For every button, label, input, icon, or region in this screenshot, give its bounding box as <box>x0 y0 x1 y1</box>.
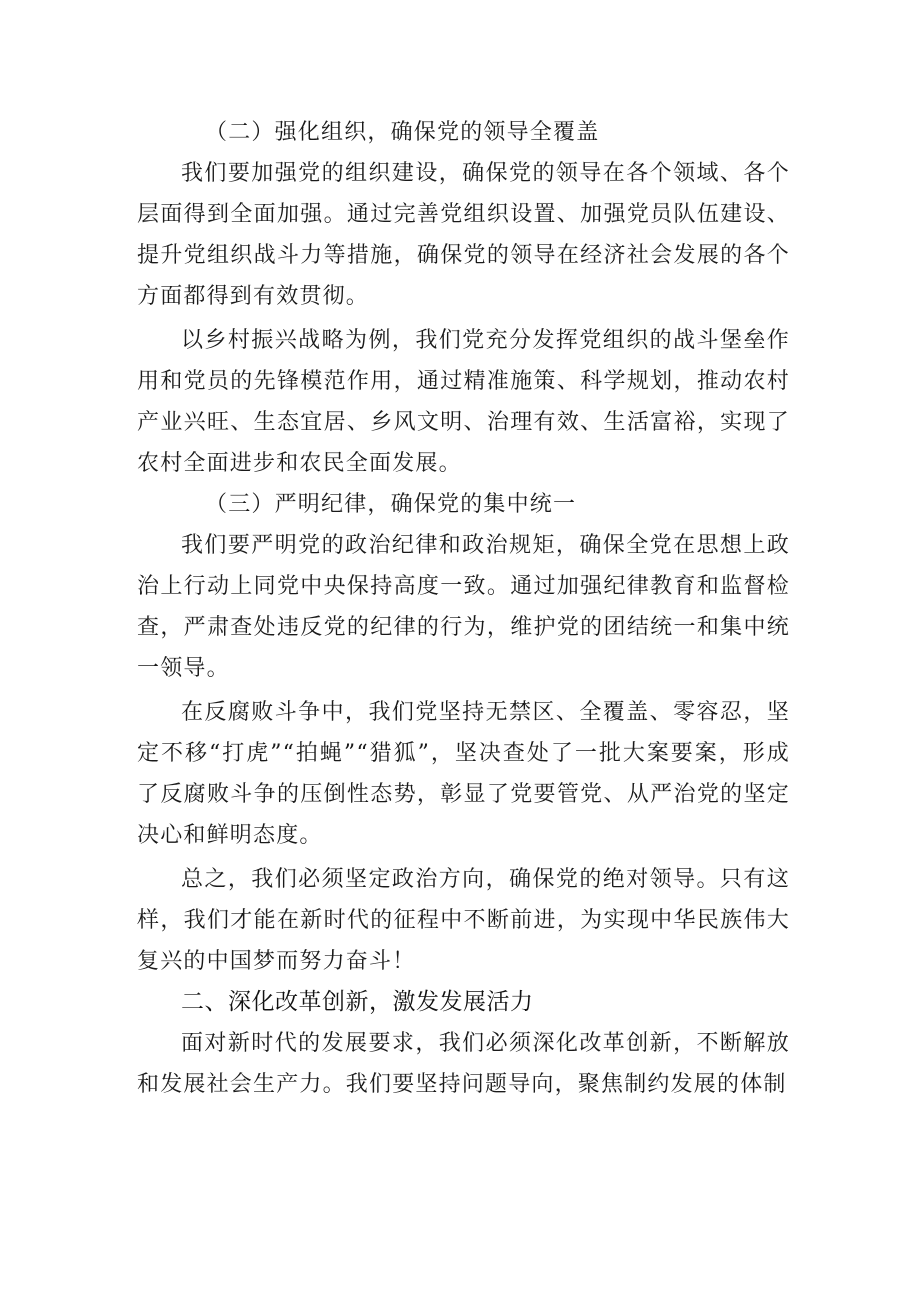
paragraph: 以乡村振兴战略为例，我们党充分发挥党组织的战斗堡垒作用和党员的先锋模范作用，通过精准施策、科学规划，推动农村产业兴旺、生态宜居、乡风文明、治理有效、生活富裕，实现了农村全面进步和农民全面发展。 <box>137 328 790 476</box>
document-body <box>137 112 790 1105</box>
paragraph-conclusion: 总之，我们必须坚定政治方向，确保党的绝对领导。只有这样，我们才能在新时代的征程中不断前进，为实现中华民族伟大复兴的中国梦而努力奋斗！ <box>137 867 790 974</box>
subheading-strengthen-organization: （二）强化组织，确保党的领导全覆盖 <box>205 120 600 145</box>
subheading-strict-discipline: （三）严明纪律，确保党的集中统一 <box>205 492 577 517</box>
section-heading-reform-innovation: 二、深化改革创新，激发发展活力 <box>181 989 534 1015</box>
paragraph: 在反腐败斗争中，我们党坚持无禁区、全覆盖、零容忍，坚定不移“打虎”“拍蝇”“猎狐”，坚决查处了一批大案要案，形成了反腐败斗争的压倒性态势，彰显了党要管党、从严治党的坚定决心和鲜明态度。 <box>137 700 790 848</box>
paragraph: 我们要加强党的组织建设，确保党的领导在各个领域、各个层面得到全面加强。通过完善党组织设置、加强党员队伍建设、提升党组织战斗力等措施，确保党的领导在经济社会发展的各个方面都得到有效贯彻。 <box>137 161 790 309</box>
paragraph: 我们要严明党的政治纪律和政治规矩，确保全党在思想上政治上行动上同党中央保持高度一致。通过加强纪律教育和监督检查，严肃查处违反党的纪律的行为，维护党的团结统一和集中统一领导。 <box>137 533 790 681</box>
paragraph: 面对新时代的发展要求，我们必须深化改革创新，不断解放和发展社会生产力。我们要坚持问题导向，聚焦制约发展的体制 <box>137 1031 790 1097</box>
